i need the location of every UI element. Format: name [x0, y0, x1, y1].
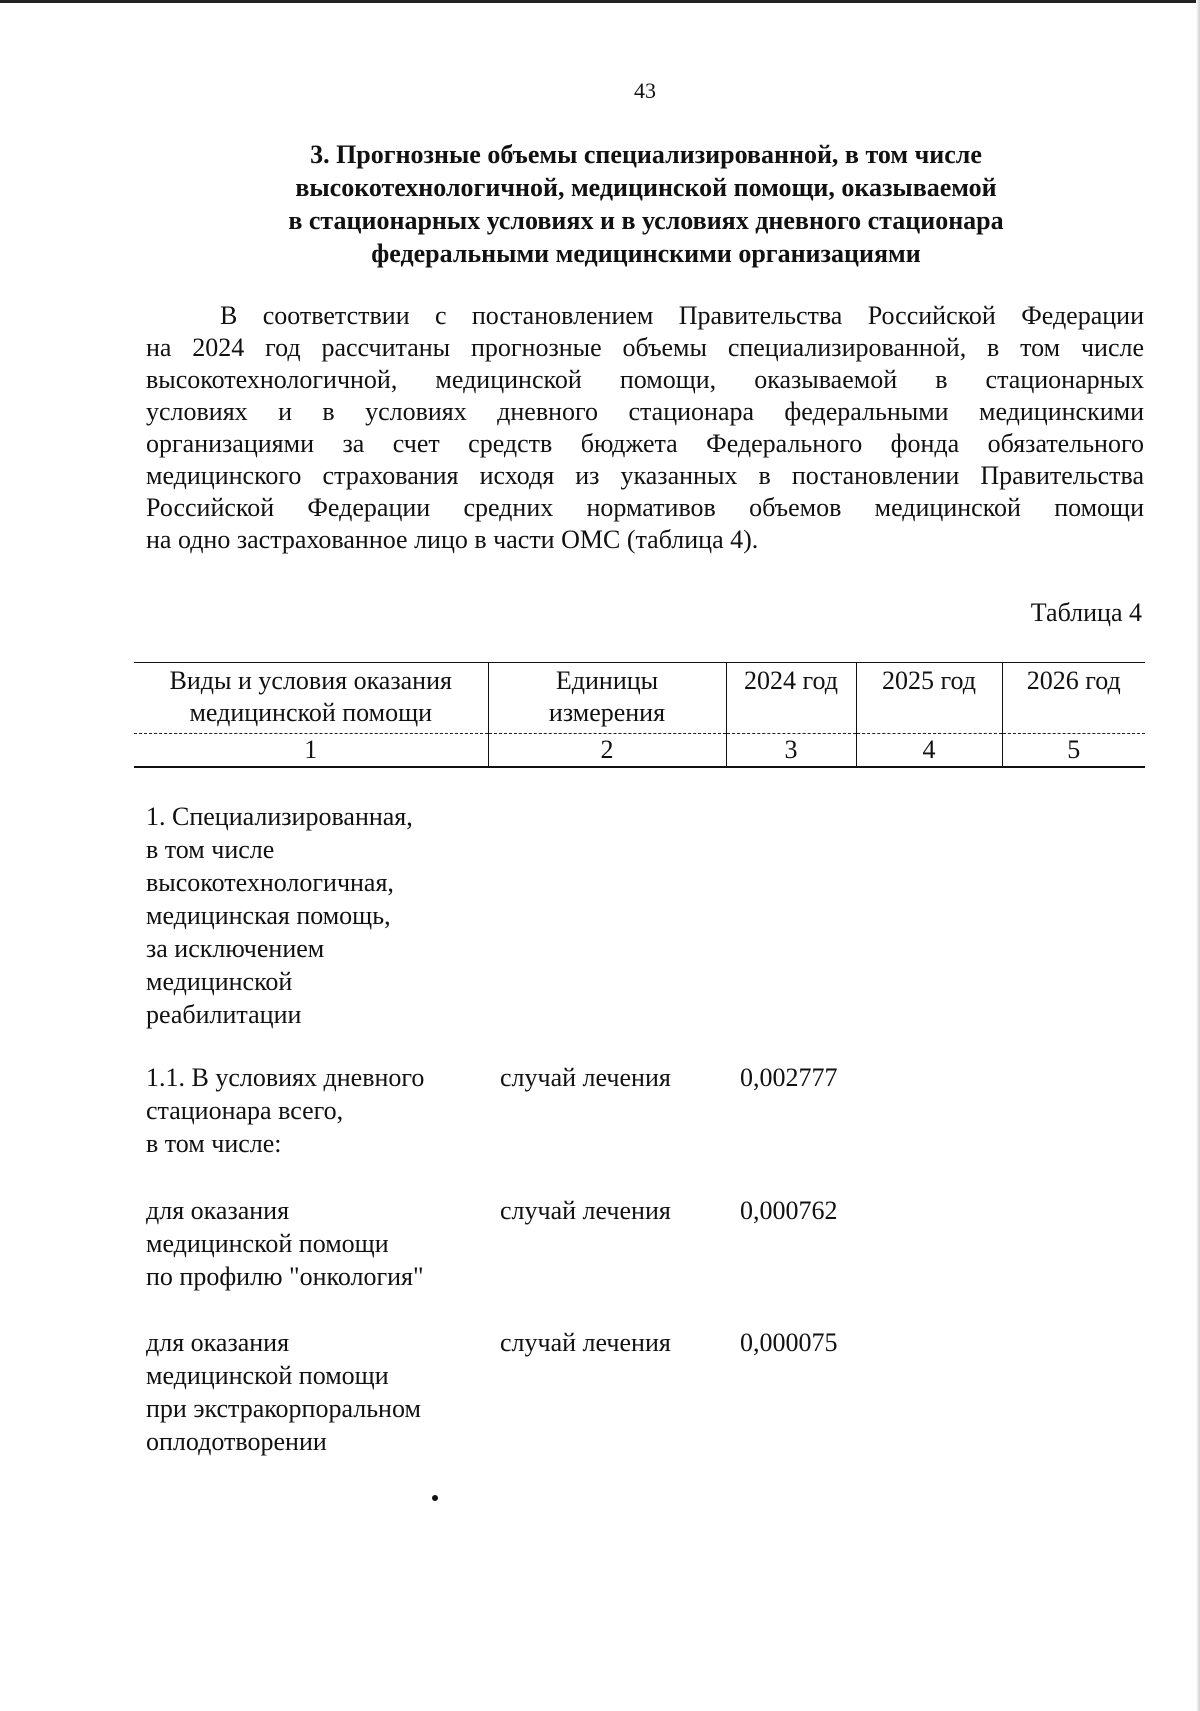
row-name-line: реабилитации — [146, 1000, 302, 1029]
row-unit: случай лечения — [500, 1063, 671, 1092]
row-name — [146, 1326, 466, 1458]
column-number: 1 — [134, 734, 488, 768]
header-cell-type — [134, 663, 488, 734]
row-name-line: в том числе: — [146, 1129, 282, 1158]
intro-line: В соответствии с постановлением Правительства Российской Федерации — [220, 301, 1144, 330]
row-unit: случай лечения — [500, 1196, 671, 1225]
section-title-line: 3. Прогнозные объемы специализированной, в том числе — [310, 140, 982, 169]
row-name-line: медицинской помощи — [146, 1361, 389, 1390]
row-name-line: для оказания — [146, 1328, 290, 1357]
table-caption: Таблица 4 — [1030, 598, 1142, 627]
table-header-row — [134, 663, 1145, 734]
row-value-2024: 0,000762 — [740, 1196, 838, 1225]
scan-dot-mark — [432, 1495, 438, 1501]
row-name-line: для оказания — [146, 1196, 290, 1225]
column-number: 4 — [856, 734, 1002, 768]
row-name-line: оплодотворении — [146, 1427, 327, 1456]
row-name-line: при экстракорпоральном — [146, 1394, 421, 1423]
row-name-line: 1.1. В условиях дневного — [146, 1063, 425, 1092]
intro-line: медицинского страхования исходя из указанных в постановлении Правительства — [146, 461, 1144, 490]
intro-line: на одно застрахованное лицо в части ОМС (таблица 4). — [146, 525, 759, 554]
row-name-line: в том числе — [146, 835, 275, 864]
intro-line: высокотехнологичной, медицинской помощи, оказываемой в стационарных — [146, 365, 1144, 394]
header-cell-text: 2024 год — [744, 666, 838, 695]
section-title-line: федеральными медицинскими организациями — [371, 239, 921, 268]
table-header — [134, 662, 1145, 768]
row-value-2024: 0,002777 — [740, 1063, 838, 1092]
header-cell-text: Виды и условия оказания — [169, 666, 452, 695]
row-name-line: 1. Специализированная, — [146, 802, 413, 831]
section-title — [146, 138, 1146, 270]
row-unit: случай лечения — [500, 1328, 671, 1357]
column-number: 2 — [488, 734, 726, 768]
row-name-line: медицинской — [146, 967, 293, 996]
header-cell-text: 2025 год — [882, 666, 976, 695]
intro-line: на 2024 год рассчитаны прогнозные объемы специализированной, в том числе — [146, 333, 1144, 362]
row-name-line: медицинской помощи — [146, 1229, 389, 1258]
page-number: 43 — [634, 78, 656, 103]
header-cell-2024 — [726, 663, 856, 734]
column-number-row — [134, 734, 1145, 768]
row-name — [146, 1194, 466, 1293]
row-name-line: высокотехнологичная, — [146, 868, 394, 897]
row-name-line: стационара всего, — [146, 1096, 344, 1125]
header-cell-2025 — [856, 663, 1002, 734]
header-cell-text: 2026 год — [1026, 666, 1121, 695]
section-title-line: в стационарных условиях и в условиях дневного стационара — [288, 206, 1004, 235]
scan-edge-top — [0, 0, 1200, 3]
column-number: 5 — [1002, 734, 1145, 768]
intro-line: Российской Федерации средних нормативов объемов медицинской помощи — [146, 493, 1144, 522]
intro-line: организациями за счет средств бюджета Федерального фонда обязательного — [146, 429, 1144, 458]
header-cell-text: медицинской помощи — [189, 698, 433, 727]
section-title-line: высокотехнологичной, медицинской помощи, оказываемой — [295, 173, 997, 202]
intro-line: условиях и в условиях дневного стационара федеральными медицинскими — [146, 397, 1144, 426]
header-cell-unit — [488, 663, 726, 734]
scan-edge-right — [1196, 0, 1200, 1711]
row-name-line: медицинская помощь, — [146, 901, 391, 930]
header-cell-text: измерения — [548, 698, 666, 727]
row-name — [146, 1061, 466, 1160]
row-value-2024: 0,000075 — [740, 1328, 838, 1357]
row-name — [146, 800, 466, 1031]
intro-paragraph — [146, 300, 1144, 556]
row-name-line: по профилю "онкология" — [146, 1262, 424, 1291]
header-cell-text: Единицы — [555, 666, 659, 695]
column-number: 3 — [726, 734, 856, 768]
row-name-line: за исключением — [146, 934, 325, 963]
header-cell-2026 — [1002, 663, 1145, 734]
